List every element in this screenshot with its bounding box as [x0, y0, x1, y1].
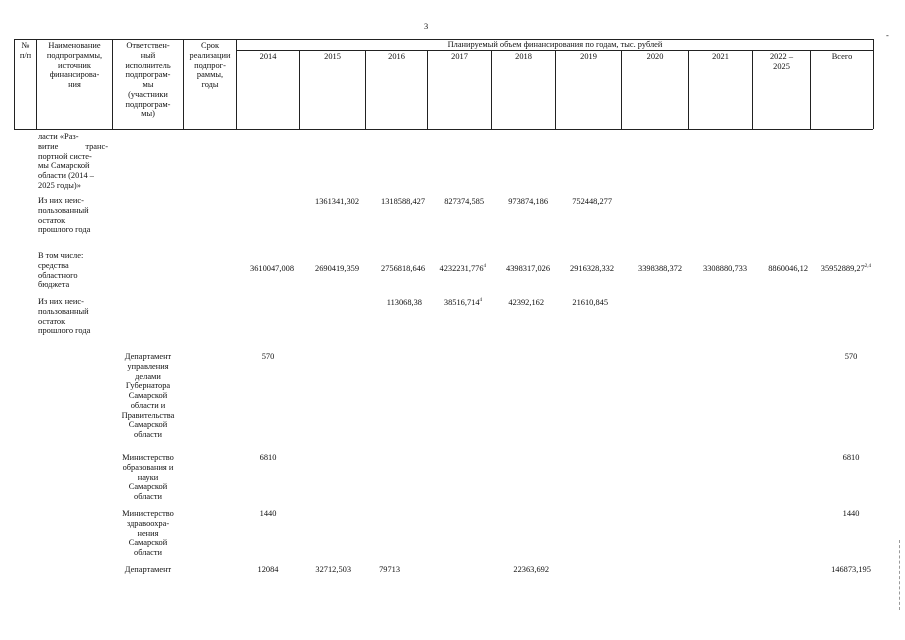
- header-term: Срок реализации подпрог- раммы, годы: [189, 41, 231, 89]
- header-year-2019: 2019: [580, 52, 597, 61]
- name-line: портной систе-: [38, 151, 92, 161]
- cell-value: 1318588,427: [381, 197, 425, 206]
- header-year-2021: 2021: [712, 52, 729, 61]
- cell-value: 113068,38: [386, 298, 422, 307]
- header-year-2014: 2014: [259, 52, 277, 61]
- cell-value: 1440: [259, 509, 277, 518]
- cell-value: 2756818,646: [381, 264, 425, 273]
- cell-value: 570: [844, 352, 858, 361]
- row-regional-budget-label: [38, 251, 110, 290]
- name-line: области (2014 –: [38, 171, 94, 180]
- executor-line: Самарской: [128, 420, 168, 430]
- cell-value: 79713: [379, 565, 400, 574]
- name-line: ласти «Раз-: [38, 132, 79, 141]
- header-num: № п/п: [19, 41, 32, 60]
- cell-value: 8860046,12: [768, 264, 808, 273]
- cell-value: 2690419,359: [315, 264, 359, 273]
- header-year-2015: 2015: [324, 52, 341, 61]
- row-subprogram-name: [38, 132, 108, 191]
- cell-value: 827374,585: [444, 197, 484, 206]
- row-unused-balance-2-label: [38, 297, 110, 336]
- cell-value: 2916328,332: [570, 264, 614, 273]
- name-line: остаток: [38, 215, 66, 225]
- header-year-2016: 2016: [388, 52, 405, 61]
- executor-line: области: [134, 492, 162, 501]
- name-line: В том числе:: [38, 251, 84, 260]
- header-year-2018: 2018: [515, 52, 532, 61]
- cell-value: 3610047,008: [250, 264, 294, 273]
- cell-value: 22363,692: [513, 565, 549, 574]
- cell-value: 38516,714$^4$: [443, 298, 482, 307]
- cell-value: 12084: [257, 565, 279, 574]
- name-line: мы Самарской: [38, 161, 90, 171]
- executor-line: образования и: [122, 462, 174, 472]
- executor-line: нения: [137, 528, 159, 538]
- name-line: прошлого года: [38, 326, 91, 336]
- executor-line: Департамент: [124, 352, 172, 361]
- cell-value: 752448,277: [572, 197, 612, 206]
- name-line: Из них неис-: [38, 196, 84, 205]
- row-executor-department: [113, 565, 183, 575]
- cell-value: 3398388,372: [638, 264, 682, 273]
- header-year-2022-2025: 2022 – 2025: [769, 52, 794, 71]
- cell-value: 4232231,776$^4$: [439, 264, 486, 273]
- name-line: прошлого года: [38, 225, 91, 235]
- cell-value: 6810: [259, 453, 277, 462]
- name-line: 2025 годы)»: [38, 180, 81, 190]
- executor-line: области: [134, 548, 162, 557]
- name-line: средства: [38, 260, 69, 270]
- executor-line: Департамент: [124, 565, 172, 574]
- footnote-mark: 2,4: [864, 264, 871, 270]
- executor-line: здравоохра-: [126, 518, 170, 528]
- footnote-mark: 4: [479, 298, 482, 304]
- header-financing-title: Планируемый объем финансирования по годам, тыс. рублей: [447, 40, 663, 49]
- header-name: Наименование подпрограммы, источник финансирова- ния: [46, 41, 103, 89]
- name-line: пользованный: [38, 306, 89, 316]
- name-line: бюджета: [38, 280, 70, 290]
- executor-line: делами: [135, 371, 161, 381]
- name-line: пользованный: [38, 205, 89, 215]
- cell-value: 21610,845: [572, 298, 608, 307]
- cell-value: 4398317,026: [506, 264, 550, 273]
- name-line: областного: [38, 270, 78, 280]
- cell-value: 6810: [842, 453, 860, 462]
- executor-line: области и: [130, 400, 166, 410]
- executor-line: Самарской: [128, 391, 168, 400]
- header-year-2017: 2017: [451, 52, 468, 61]
- header-total: Всего: [831, 52, 853, 61]
- footnote-mark: 4: [483, 264, 486, 270]
- executor-line: Министерство: [122, 509, 174, 518]
- scan-edge-mark: [899, 540, 900, 610]
- executor-line: Правительства: [121, 410, 175, 420]
- cell-value: 32712,503: [315, 565, 351, 574]
- page-number: 3: [424, 22, 429, 31]
- executor-line: Самарской: [128, 538, 168, 548]
- cell-value: 146873,195: [831, 565, 871, 574]
- cell-value: 1361341,302: [315, 197, 359, 206]
- name-line: Из них неис-: [38, 297, 84, 306]
- header-year-2020: 2020: [646, 52, 664, 61]
- cell-value: 1440: [842, 509, 860, 518]
- row-executor-education-ministry: [113, 453, 183, 502]
- executor-line: Самарской: [128, 482, 168, 492]
- executor-line: Министерство: [122, 453, 174, 462]
- cell-value: 3308880,733: [703, 264, 747, 273]
- row-unused-balance-1-label: [38, 196, 110, 235]
- row-executor-health-ministry: [113, 509, 183, 558]
- name-line: остаток: [38, 316, 66, 326]
- corner-mark: -: [886, 31, 889, 40]
- executor-line: области: [134, 430, 162, 439]
- row-executor-governor-dept: [113, 352, 183, 440]
- name-line: витие транс-: [38, 141, 108, 151]
- executor-line: управления: [127, 361, 169, 371]
- header-executor: Ответствен- ный исполнитель подпрограм- мы (участники подпрограм- мы): [125, 41, 171, 119]
- executor-line: науки: [137, 472, 159, 482]
- cell-value: 973874,186: [508, 197, 548, 206]
- cell-value: 570: [261, 352, 275, 361]
- cell-value: 42392,162: [508, 298, 544, 307]
- executor-line: Губернатора: [125, 381, 171, 391]
- cell-value: 35952889,27$^{2,4}$: [820, 264, 871, 273]
